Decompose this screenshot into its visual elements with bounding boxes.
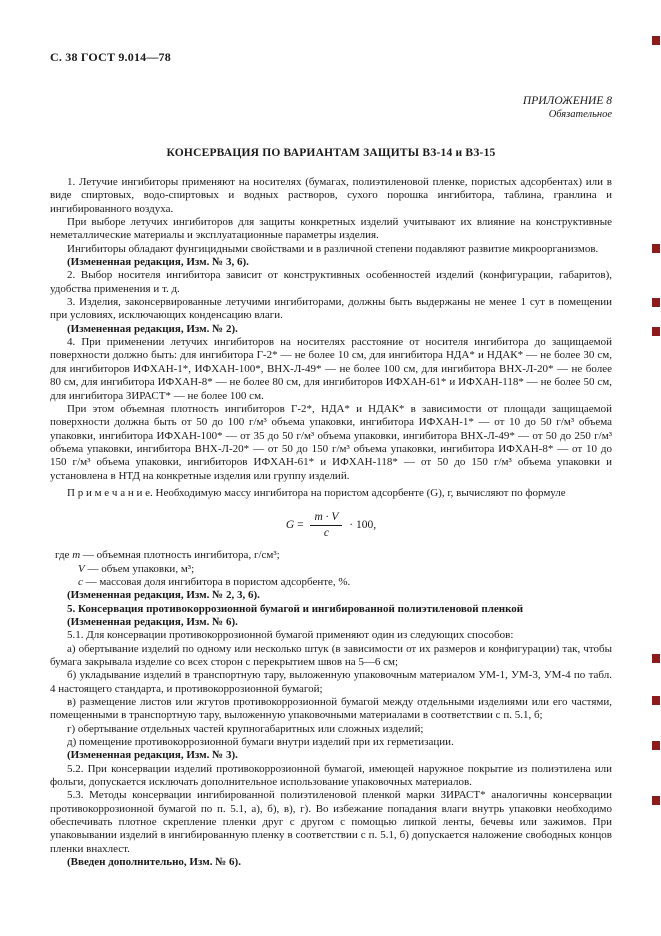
document-body	[50, 176, 612, 870]
formula-equals: =	[294, 519, 307, 532]
note-paragraph: П р и м е ч а н и е. Необходимую массу ингибитора на пористом адсорбенте (G), г, вычисляют по формуле	[67, 486, 566, 499]
paragraph: Ингибиторы обладают фунгицидными свойствами и в различной степени подавляют развитие микроорганизмов.	[67, 242, 599, 255]
paragraph: б) укладывание изделий в транспортную тару, выложенную упаковочным материалом УМ-1, УМ-3, УМ-4 по табл. 4 настоящего стандарта, и противокоррозионной бумагой;	[50, 669, 612, 695]
margin-amendment-mark	[652, 244, 660, 253]
paragraph: д) помещение противокоррозионной бумаги внутри изделий при их герметизации.	[67, 736, 454, 749]
definition-text: — массовая доля ингибитора в пористом адсорбенте, %.	[82, 575, 351, 588]
paragraph: г) обертывание отдельных частей крупногабаритных или сложных изделий;	[67, 722, 424, 735]
margin-amendment-mark	[652, 36, 660, 45]
paragraph: а) обертывание изделий по одному или несколько штук (в зависимости от их размеров и конфигурации) так, чтобы бумага закрывала изделие со всех сторон с перекрытием швов на 5—6 см;	[50, 642, 612, 668]
paragraph: При этом объемная плотность ингибиторов Г-2*, НДА* и НДАК* в зависимости от площади защищаемой поверхности должна быть от 50 до 100 г/м³ объема упаковки, ингибитора ИФХАН-1* — от 10 до 50 г/м³ объема упаковки, ингибитора ИФХАН-100* — от 35 до 50 г/м³ объема упаковки, ингибитора ВНХ-Л-49* — от 50 до 250 г/м³ объема упаковки, ингибитора ВНХ-Л-20* — от 50 до 150 г/м³ объема упаковки, ингибитора ИФХАН-8* — от 10 до 150 г/м³ объема упаковки, ингибиторов ИФХАН-61* и ИФХАН-118* — от 50 до 150 г/м³ объема упаковки и установлена в НТД на конкретные изделия или группу изделий.	[50, 402, 612, 482]
amendment-note: (Измененная редакция, Изм. № 6).	[67, 615, 238, 628]
formula-fraction	[310, 511, 342, 540]
margin-amendment-mark	[652, 696, 660, 705]
paragraph: в) размещение листов или жгутов противокоррозионной бумагой между отдельными изделиями или его частями, помещенными в транспортную тару, выложенную упаковочными материалами в соответствии с п. 5.1, б;	[50, 696, 612, 722]
amendment-note: (Измененная редакция, Изм. № 3, 6).	[67, 256, 249, 269]
formula-denominator: c	[323, 527, 329, 540]
margin-amendment-mark	[652, 741, 660, 750]
paragraph: 5.1. Для консервации противокоррозионной бумагой применяют один из следующих способов:	[67, 629, 514, 642]
definition-line	[50, 563, 612, 576]
variable-symbol: с	[78, 575, 83, 588]
appendix-block	[50, 95, 612, 121]
appendix-subtitle: Обязательное	[548, 109, 612, 120]
margin-amendment-mark	[652, 298, 660, 307]
document-title: КОНСЕРВАЦИЯ ПО ВАРИАНТАМ ЗАЩИТЫ ВЗ-14 и ВЗ-15	[166, 147, 496, 159]
amendment-note: (Измененная редакция, Изм. № 3).	[67, 749, 238, 762]
page-header: С. 38 ГОСТ 9.014—78	[50, 50, 171, 64]
paragraph: 5.2. При консервации изделий противокоррозионной бумагой, имеющей наружное покрытие из полиэтилена или фольги, допускается исключать дополнительное использование упаковочных материалов.	[50, 762, 612, 789]
amendment-note: (Измененная редакция, Изм. № 2, 3, 6).	[67, 589, 260, 602]
margin-amendment-mark	[652, 327, 660, 336]
variable-symbol: m	[72, 549, 81, 562]
variable-definitions	[50, 549, 612, 589]
formula-lhs: G	[285, 519, 295, 532]
definition-text: — объем упаковки, м³;	[84, 562, 195, 575]
formula-multiplier: · 100,	[346, 519, 377, 532]
paragraph: 2. Выбор носителя ингибитора зависит от конструктивных особенностей изделий (конфигурации, габаритов), удобства применения и т. д.	[50, 269, 612, 295]
paragraph: При выборе летучих ингибиторов для защиты конкретных изделий учитывают их влияние на конструктивные неметаллические материалы и эксплуатационные параметры изделия.	[50, 216, 612, 242]
formula	[50, 511, 612, 540]
formula-numerator: m · V	[310, 511, 342, 526]
section-heading: 5. Консервация противокоррозионной бумагой и ингибированной полиэтиленовой пленкой	[67, 602, 524, 615]
paragraph: 1. Летучие ингибиторы применяют на носителях (бумагах, полиэтиленовой пленке, пористых адсорбентах) или в виде спиртовых, водо-спиртовых и водных растворов, сухого порошка ингибитора, таблина, гранлина и ингибированного воздуха.	[50, 176, 612, 215]
amendment-note: (Введен дополнительно, Изм. № 6).	[67, 856, 241, 869]
appendix-label: ПРИЛОЖЕНИЕ 8	[522, 95, 612, 107]
definition-text: — объемная плотность ингибитора, г/см³;	[80, 549, 280, 562]
where-label: где	[55, 549, 73, 562]
variable-symbol: V	[78, 562, 85, 575]
paragraph: 3. Изделия, законсервированные летучими ингибиторами, должны быть выдержаны не менее 1 сут в помещении при условиях, исключающих конденсацию влаги.	[50, 296, 612, 322]
margin-amendment-mark	[652, 796, 660, 805]
definition-line	[50, 576, 612, 589]
margin-amendment-mark	[652, 654, 660, 663]
paragraph: 4. При применении летучих ингибиторов на носителях расстояние от носителя ингибитора до защищаемой поверхности должно быть: для ингибитора Г-2* — не более 10 см, для ингибитора НДА* и НДАК* — не более 30 см, для ингибиторов ИФХАН-1*, ИФХАН-100*, ВНХ-Л-49* — не более 100 см, для ингибитора ВНХ-Л-20* — не более 80 см, для ингибитора ИФХАН-8* — не более 80 см, для ингибиторов ИФХАН-61* и ИФХАН-118* — не более 50 см, для ингибитора ЗИРАСТ* — не более 100 см.	[50, 336, 612, 402]
amendment-note: (Измененная редакция, Изм. № 2).	[67, 322, 238, 335]
definition-line	[50, 549, 612, 562]
paragraph: 5.3. Методы консервации ингибированной полиэтиленовой пленкой марки ЗИРАСТ* аналогичны консервации противокоррозионной бумагой по п. 5.1, а), б), в), г). Во избежание попадания влаги внутрь упаковки необходимо обеспечивать плотное скрепление пленки друг с другом с помощью липкой ленты, бечевы или зажимов. При упаковывании изделий в ингибированную пленку в соответствии с п. 5.1, б) допускается наложение свободных концов пленки внахлест.	[50, 789, 612, 855]
